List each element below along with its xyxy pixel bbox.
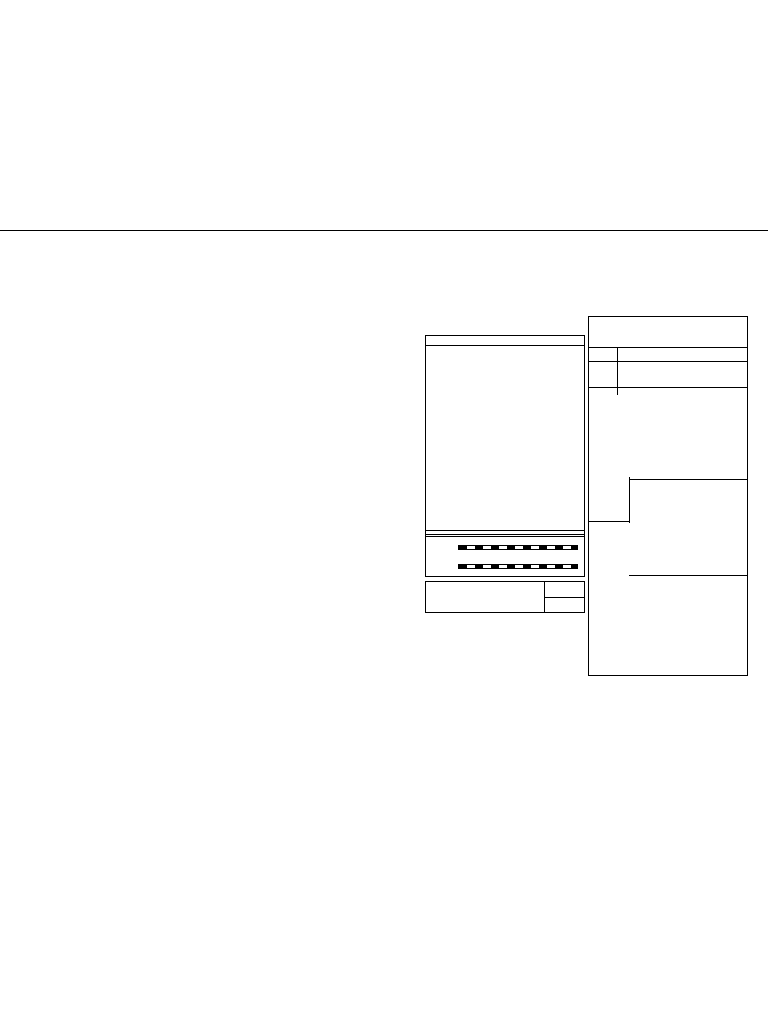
scale-horizontal-bar — [458, 545, 578, 550]
scale-panel — [425, 530, 585, 577]
ground-profile-box — [425, 581, 585, 613]
title-block — [588, 316, 748, 676]
legend-panel — [425, 335, 585, 537]
drawing-frame-top — [0, 230, 768, 231]
scale-vertical-bar — [458, 564, 578, 569]
plan-drawing — [0, 660, 430, 800]
profile-drawing — [0, 325, 420, 595]
